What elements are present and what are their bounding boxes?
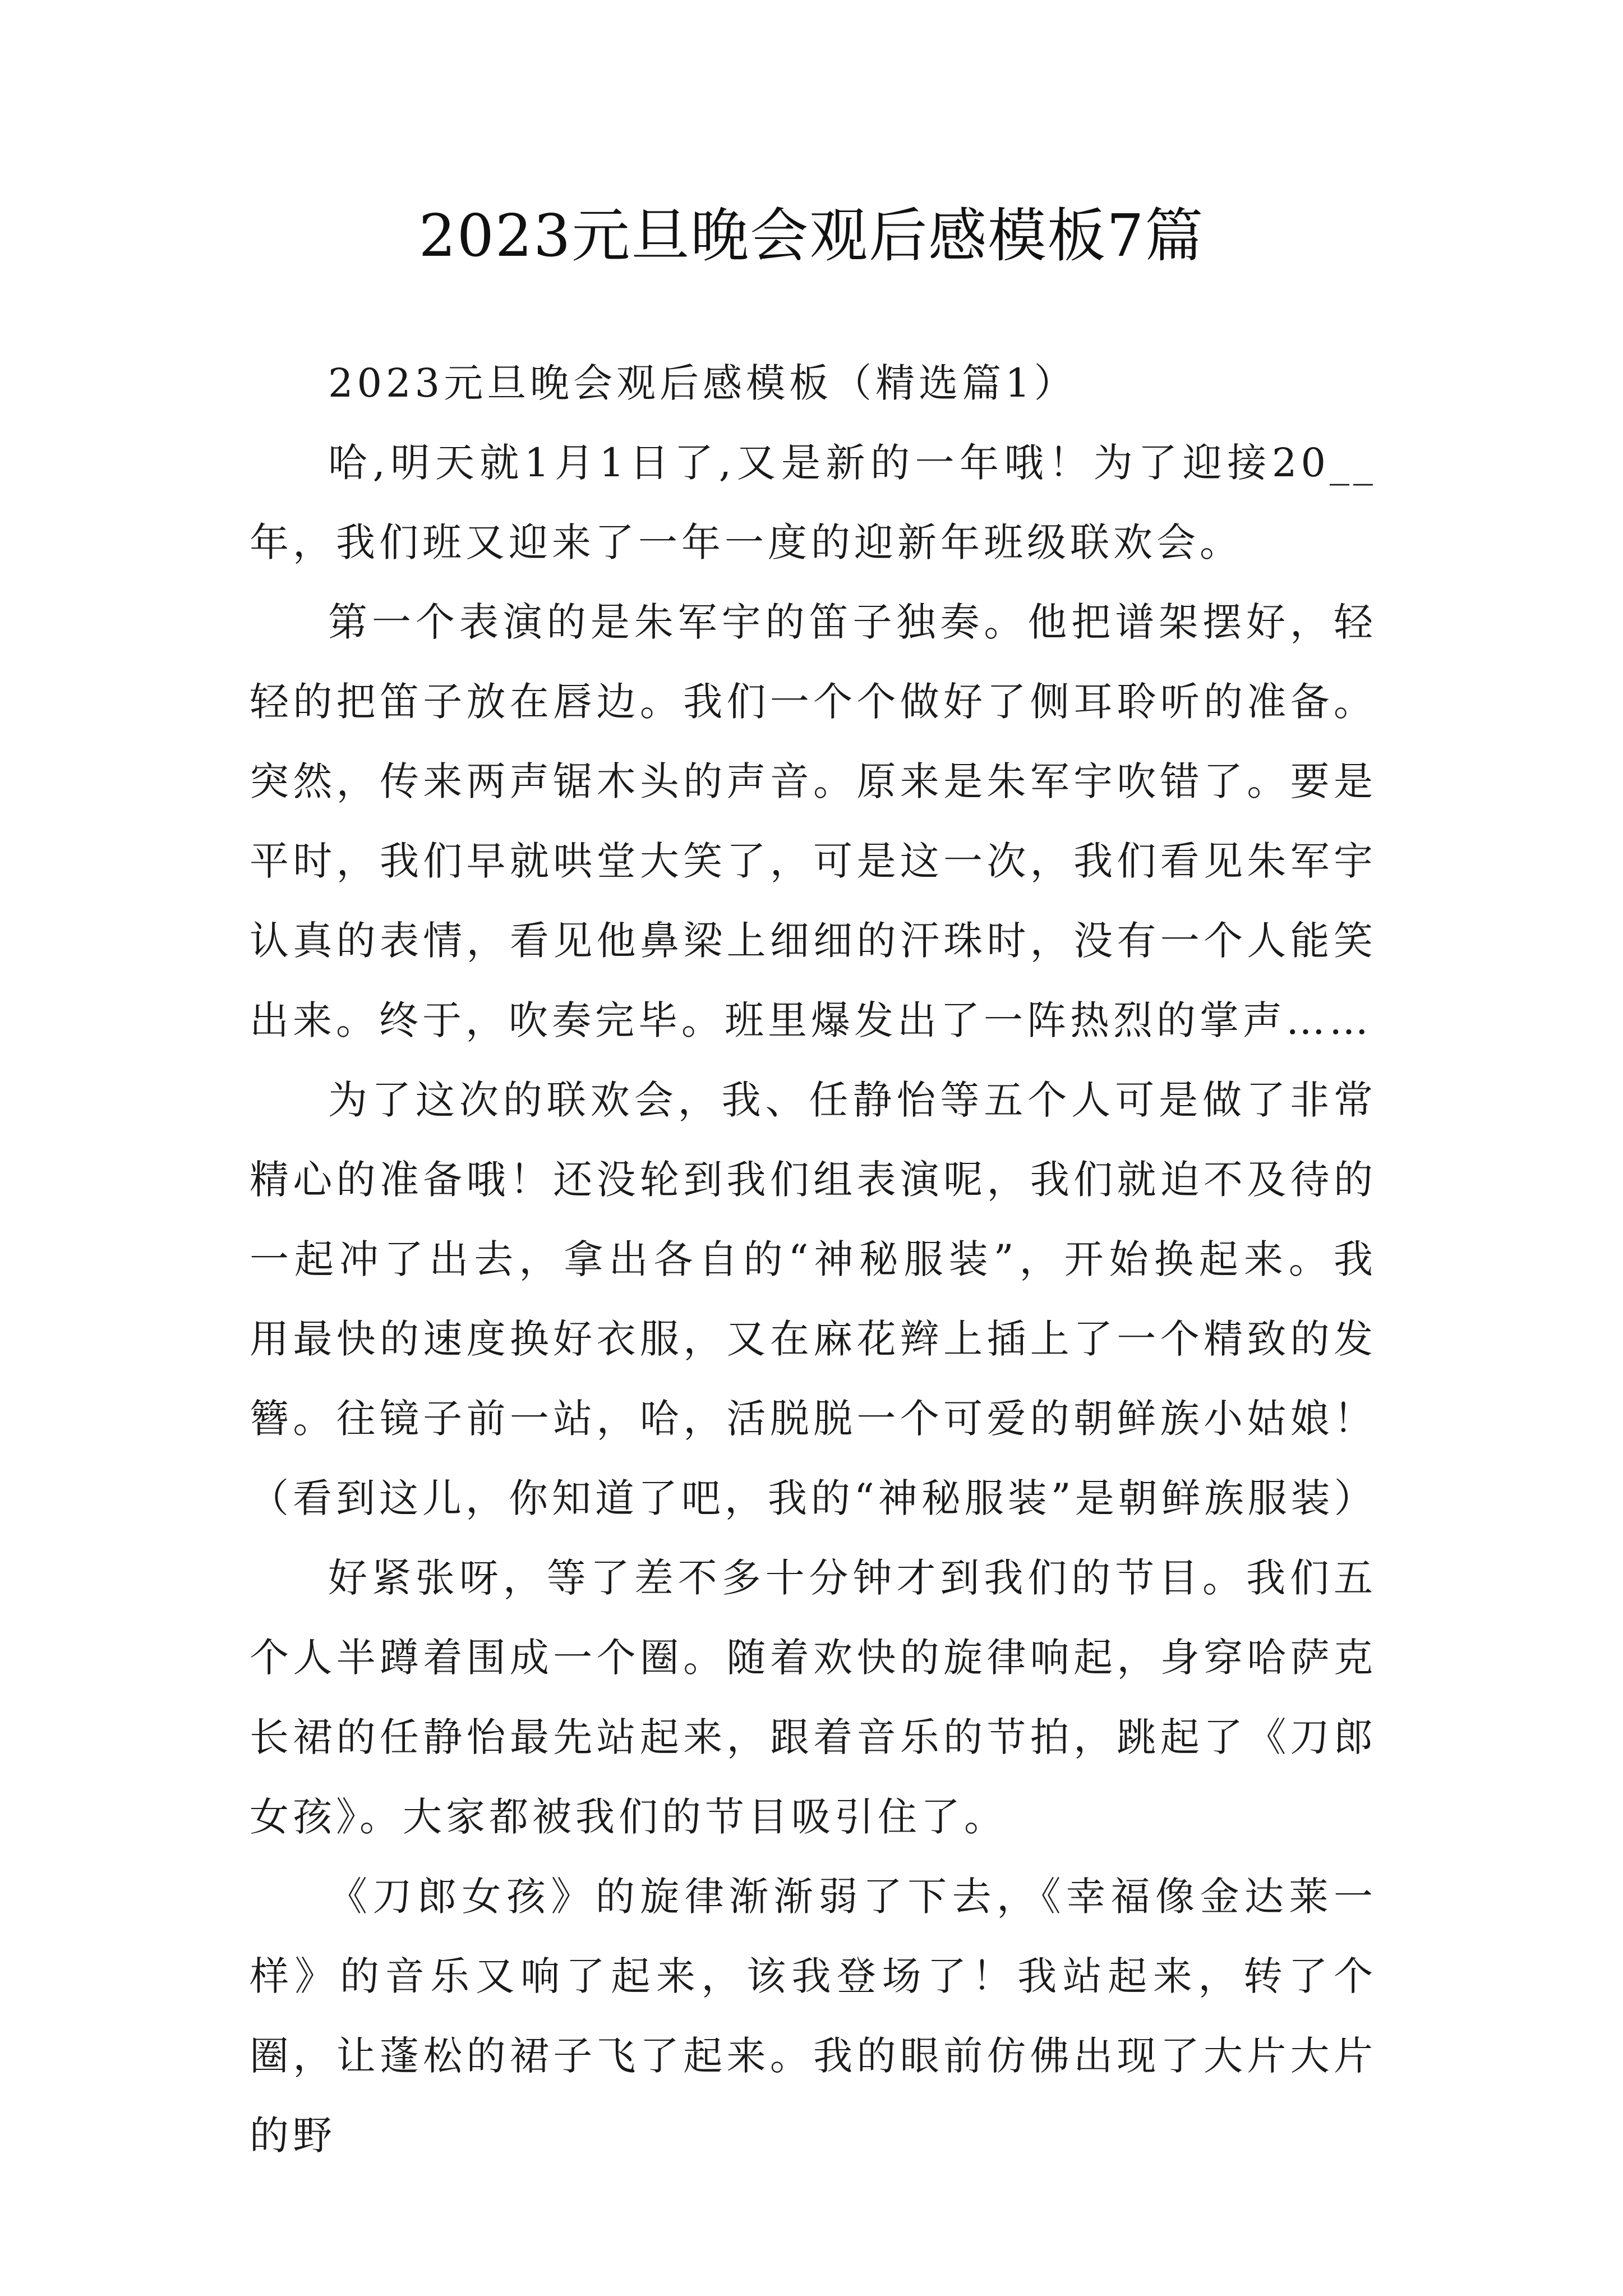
section-heading: 2023元旦晚会观后感模板（精选篇1） (328, 360, 1077, 406)
paragraph-costume-prep: 为了这次的联欢会，我、任静怡等五个人可是做了非常精心的准备哦！还没轮到我们组表演呢，我们就迫不及待的一起冲了出去，拿出各自的“神秘服装”，开始换起来。我用最快的速度换好衣服，又在麻花辫上插上了一个精致的发簪。往镜子前一站，哈，活脱脱一个可爱的朝鲜族小姑娘！（看到这儿，你知道了吧，我的“神秘服装”是朝鲜族服装） (250, 1077, 1377, 1521)
paragraph-my-turn: 《刀郎女孩》的旋律渐渐弱了下去，《幸福像金达莱一样》的音乐又响了起来，该我登场了！我站起来，转了个圈，让蓬松的裙子飞了起来。我的眼前仿佛出现了大片大片的野 (250, 1874, 1377, 2159)
paragraph-dance-start: 好紧张呀，等了差不多十分钟才到我们的节目。我们五个人半蹲着围成一个圈。随着欢快的旋律响起，身穿哈萨克长裙的任静怡最先站起来，跟着音乐的节拍，跳起了《刀郎女孩》。大家都被我们的节目吸引住了。 (250, 1555, 1377, 1840)
document-title: 2023元旦晚会观后感模板7篇 (418, 201, 1205, 270)
paragraph-intro: 哈,明天就1月1日了,又是新的一年哦！为了迎接20__年，我们班又迎来了一年一度的迎新年班级联欢会。 (250, 440, 1377, 565)
document-body (250, 343, 1377, 2175)
paragraph-flute-solo: 第一个表演的是朱军宇的笛子独奏。他把谱架摆好，轻轻的把笛子放在唇边。我们一个个做好了侧耳聆听的准备。突然，传来两声锯木头的声音。原来是朱军宇吹错了。要是平时，我们早就哄堂大笑了，可是这一次，我们看见朱军宇认真的表情，看见他鼻梁上细细的汗珠时，没有一个人能笑出来。终于，吹奏完毕。班里爆发出了一阵热烈的掌声…… (250, 599, 1377, 1043)
